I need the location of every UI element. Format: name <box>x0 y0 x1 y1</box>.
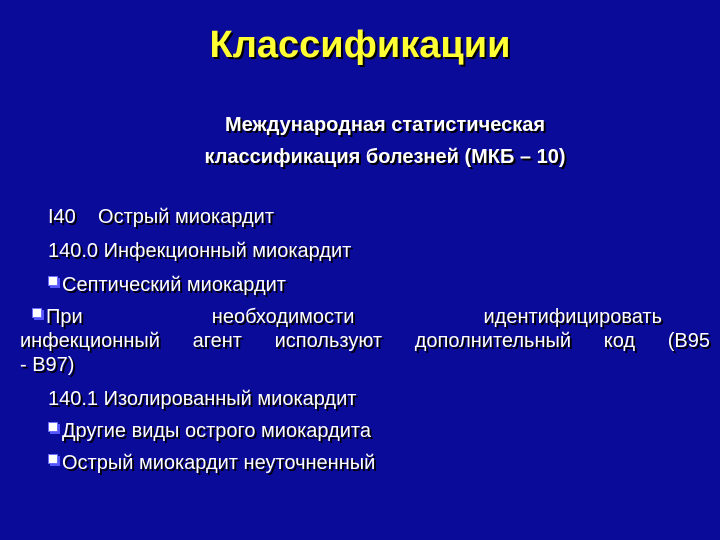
slide-title: Классификации <box>209 24 511 66</box>
note-word: (В95 <box>667 330 710 352</box>
subtitle-line-1: Международная статистическая <box>225 114 545 136</box>
item-label: Другие виды острого миокардита <box>62 420 371 442</box>
note-word: дополнительный <box>414 330 572 352</box>
note-word: инфекционный <box>20 330 160 352</box>
note-word-3: идентифицировать <box>483 306 662 328</box>
item-label: Острый миокардит неуточненный <box>62 452 376 474</box>
bullet-icon <box>48 276 58 286</box>
note-word: код <box>603 330 636 352</box>
bullet-icon <box>48 454 58 464</box>
note-word-2: необходимости <box>211 306 355 328</box>
item-label: Септический миокардит <box>62 274 286 296</box>
subtitle-line-2: классификация болезней (МКБ – 10) <box>204 146 566 168</box>
item-unspecified <box>48 452 375 475</box>
bullet-icon <box>32 308 42 318</box>
bullet-icon <box>48 422 58 432</box>
item-140-0: 140.0 Инфекционный миокардит <box>48 240 352 262</box>
item-i40: I40 Острый миокардит <box>48 206 274 228</box>
note-line-2 <box>20 330 710 353</box>
note-word: используют <box>274 330 383 352</box>
note-word-1: При <box>46 306 83 328</box>
note-word: агент <box>192 330 242 352</box>
item-140-1: 140.1 Изолированный миокардит <box>48 388 357 410</box>
note-line-1 <box>20 306 710 329</box>
note-line-3: - В97) <box>20 354 75 376</box>
item-other <box>48 420 371 443</box>
item-septic <box>48 274 286 297</box>
